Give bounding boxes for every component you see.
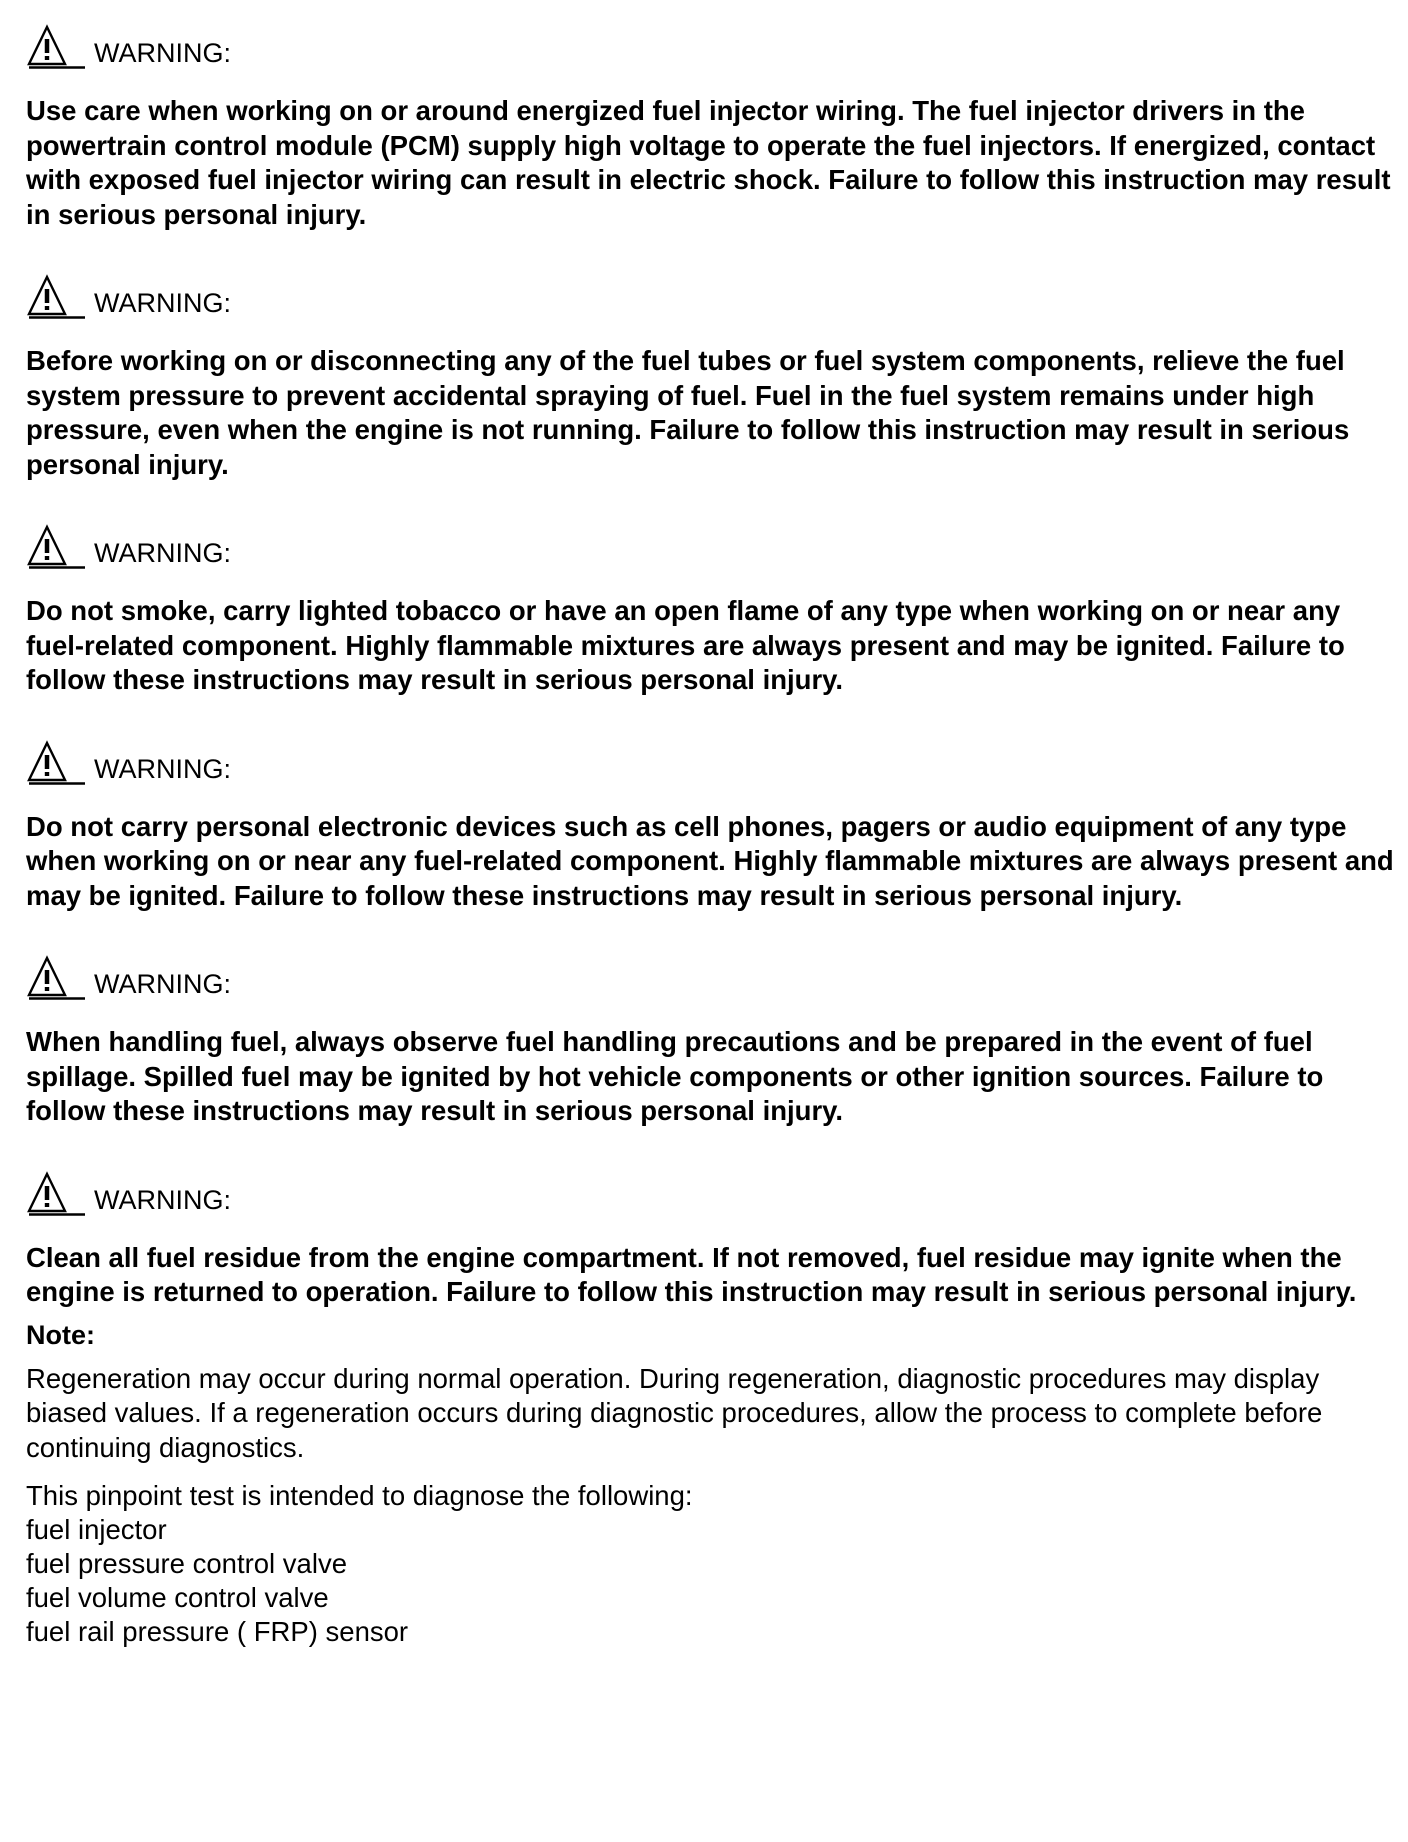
warning-text: When handling fuel, always observe fuel handling precautions and be prepared in the event of fuel spillage. Spilled fuel may be ignited by hot vehicle components or other ignition sources. Failure to follow these instructions may result in serious personal injury. [26,1026,1324,1126]
warning-1 [26,22,1396,232]
warning-label: WARNING: [94,538,231,568]
warning-triangle-icon [26,955,88,1001]
warning-triangle-icon [26,24,88,70]
note-label: Note: [26,1319,95,1350]
list-item: fuel rail pressure ( FRP) sensor [26,1616,409,1647]
warning-heading [26,22,1396,70]
note [26,1318,1396,1466]
warning-text: Before working on or disconnecting any of the fuel tubes or fuel system components, relieve the fuel system pressure to prevent accidental spraying of fuel. Fuel in the fuel system remains under high pressure, even when the engine is not running. Failure to follow this instruction may result in serious personal injury. [26,345,1350,480]
warning-triangle-icon [26,1171,88,1217]
pinpoint-test [26,1479,1396,1649]
note-text: Regeneration may occur during normal operation. During regeneration, diagnostic procedures may display biased values. If a regeneration occurs during diagnostic procedures, allow the process to complete before continuing diagnostics. [26,1362,1323,1463]
list-item: fuel volume control valve [26,1582,329,1613]
warning-heading [26,738,1396,786]
warning-text: Use care when working on or around energized fuel injector wiring. The fuel injector drivers in the powertrain control module (PCM) supply high voltage to operate the fuel injectors. If energized, contact with exposed fuel injector wiring can result in electric shock. Failure to follow this instruction may result in serious personal injury. [26,95,1391,230]
warning-text: Clean all fuel residue from the engine compartment. If not removed, fuel residue may ignite when the engine is returned to operation. Failure to follow this instruction may result in serious personal injury. [26,1241,1357,1307]
warning-label: WARNING: [94,969,231,999]
warning-text: Do not carry personal electronic devices such as cell phones, pagers or audio equipment of any type when working on or near any fuel-related component. Highly flammable mixtures are always present and may be ignited. Failure to follow these instructions may result in serious personal injury. [26,810,1394,911]
warning-label: WARNING: [94,753,231,784]
warning-text: Do not smoke, carry lighted tobacco or have an open flame of any type when working on or near any fuel-related component. Highly flammable mixtures are always present and may be ignited. Failure to follow these instructions may result in serious personal injury. [26,595,1345,695]
list-item: fuel injector [26,1514,167,1545]
warning-2 [26,272,1396,482]
warning-triangle-icon [26,524,88,570]
warning-label: WARNING: [94,1184,231,1215]
warning-triangle-icon [26,274,88,320]
warning-4 [26,738,1396,914]
list-item: fuel pressure control valve [26,1548,347,1579]
warning-3 [26,522,1396,698]
diagnose-list [26,1513,1396,1649]
warning-heading [26,522,1396,570]
warning-triangle-icon [26,740,88,786]
pinpoint-intro: This pinpoint test is intended to diagnose the following: [26,1480,693,1511]
warning-heading [26,953,1396,1001]
warning-label: WARNING: [94,38,231,68]
warning-6 [26,1169,1396,1310]
warning-heading [26,272,1396,320]
warning-5 [26,953,1396,1129]
service-document [26,22,1396,1649]
warning-heading [26,1169,1396,1217]
warning-label: WARNING: [94,288,231,318]
